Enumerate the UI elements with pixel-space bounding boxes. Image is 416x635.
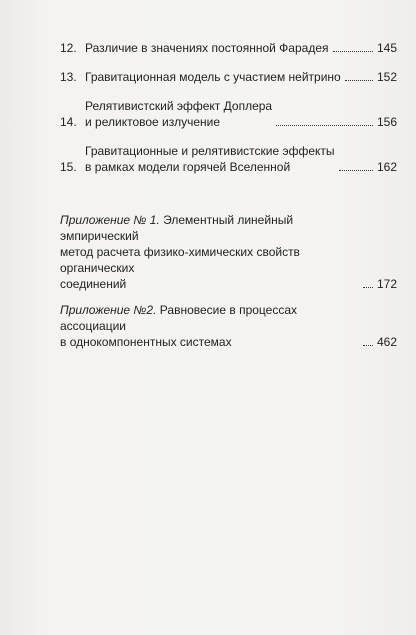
chapter-title: Различие в значениях постоянной Фарадея (85, 41, 329, 55)
dot-leader (345, 80, 373, 81)
toc-entry-chapter-12[interactable] (60, 40, 397, 56)
appendix-title (60, 302, 359, 350)
dot-leader (276, 125, 373, 126)
page-number: 156 (376, 115, 397, 129)
dot-leader (339, 170, 373, 171)
appendix-label: Приложение №2. (60, 303, 157, 317)
dot-leader (333, 51, 373, 52)
dot-leader (363, 287, 373, 288)
appendix-title-text: Равновесие в процессах ассоциации в однокомпонентных системах (60, 303, 298, 349)
toc-entry-appendix-2[interactable] (60, 302, 397, 350)
appendix-title (60, 212, 359, 292)
toc-entry-chapter-14[interactable] (60, 98, 397, 130)
table-of-contents (60, 40, 397, 360)
dot-leader (363, 345, 373, 346)
page-number: 172 (376, 277, 397, 291)
appendix-title-text: Элементный линейный эмпирический метод расчета физико-химических свойств органических соединений (60, 213, 300, 291)
chapter-title: Релятивистский эффект Доплера и реликтовое излучение (85, 99, 273, 129)
section-spacer (60, 188, 397, 212)
toc-entry-chapter-13[interactable] (60, 69, 397, 85)
chapter-title: Гравитационные и релятивистские эффекты в рамках модели горячей Вселенной (85, 144, 335, 174)
chapter-number: 15. (60, 160, 77, 174)
chapter-number: 14. (60, 115, 77, 129)
appendix-label: Приложение № 1. (60, 213, 160, 227)
chapter-number: 13. (60, 70, 77, 84)
toc-entry-appendix-1[interactable] (60, 212, 397, 292)
chapter-number: 12. (60, 41, 77, 55)
chapter-title: Гравитационная модель с участием нейтрино (85, 70, 341, 84)
page-number: 162 (376, 160, 397, 174)
page-number: 152 (376, 70, 397, 84)
page-number: 462 (376, 335, 397, 349)
toc-entry-chapter-15[interactable] (60, 143, 397, 175)
page-number: 145 (376, 41, 397, 55)
